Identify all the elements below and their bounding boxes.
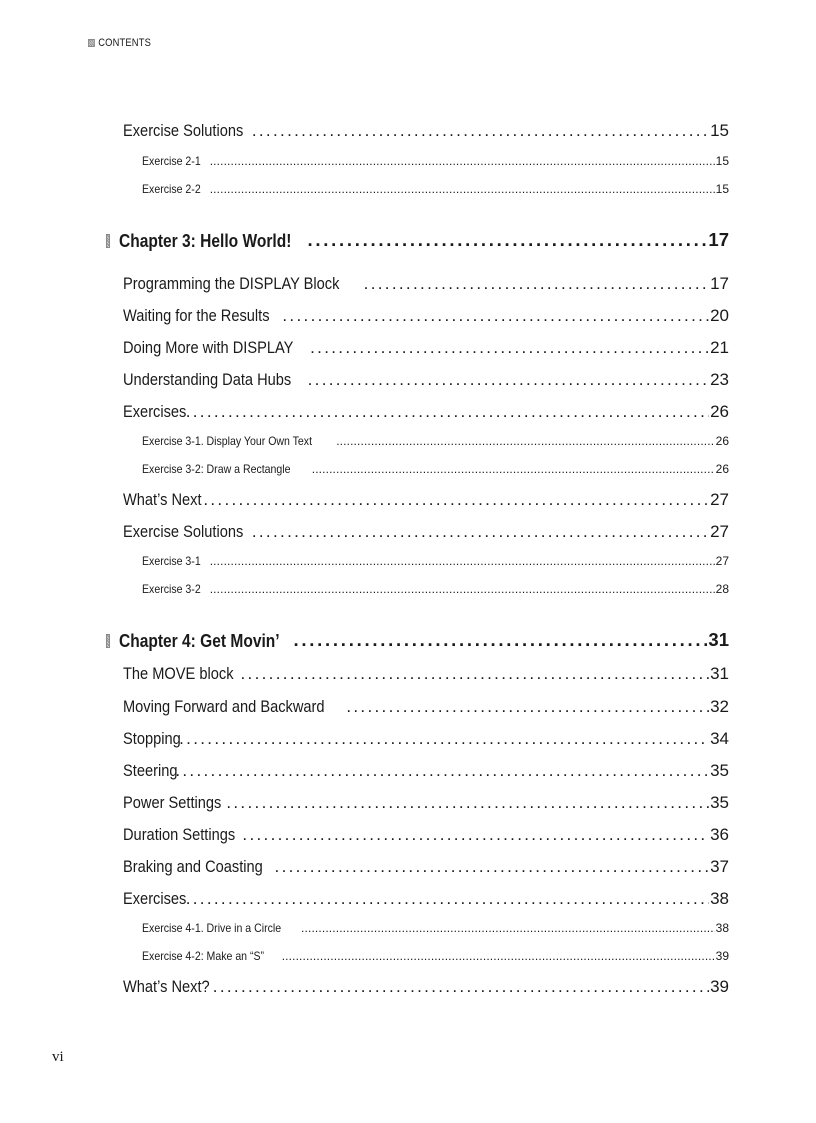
toc-entry-page: 15 bbox=[710, 121, 729, 140]
toc-entry-title: Exercise 3-2 bbox=[142, 582, 201, 596]
toc-entry-title: Exercise 3-2: Draw a Rectangle bbox=[142, 462, 291, 476]
dot-leader bbox=[210, 154, 715, 168]
toc-entry-title: The MOVE block bbox=[123, 664, 234, 683]
toc-chapter-title: Chapter 4: Get Movin’ bbox=[119, 630, 280, 651]
toc-entry-page: 35 bbox=[710, 793, 729, 812]
toc-entry[interactable] bbox=[123, 274, 729, 296]
toc-entry-title: Duration Settings bbox=[123, 825, 236, 844]
dot-leader bbox=[294, 629, 708, 651]
toc-entry-page: 38 bbox=[715, 921, 729, 935]
dot-leader bbox=[312, 462, 715, 476]
toc-subentry[interactable] bbox=[142, 582, 729, 598]
toc-entry-title: Exercise 3-1. Display Your Own Text bbox=[142, 434, 313, 448]
toc-entry[interactable] bbox=[123, 664, 729, 686]
toc-entry-title: What’s Next bbox=[123, 490, 202, 509]
dot-leader bbox=[210, 554, 715, 568]
toc-entry-title: Braking and Coasting bbox=[123, 857, 263, 876]
toc-entry-page: 32 bbox=[710, 697, 729, 716]
dot-leader bbox=[213, 977, 709, 997]
toc-entry-title: Exercise 4-1. Drive in a Circle bbox=[142, 921, 282, 935]
dot-leader bbox=[186, 889, 709, 909]
toc-entry-page: 36 bbox=[710, 825, 729, 844]
toc-entry-page: 27 bbox=[710, 522, 729, 541]
dot-leader bbox=[307, 229, 707, 251]
toc-entry[interactable] bbox=[123, 857, 729, 879]
dot-leader bbox=[242, 825, 709, 845]
toc-subentry[interactable] bbox=[142, 154, 729, 170]
toc-entry[interactable] bbox=[123, 370, 729, 392]
dot-leader bbox=[364, 274, 709, 294]
toc-subentry[interactable] bbox=[142, 434, 729, 450]
toc-entry[interactable] bbox=[123, 793, 729, 815]
toc-entry-page: 21 bbox=[710, 338, 729, 357]
toc-chapter-title: Chapter 3: Hello World! bbox=[119, 230, 292, 251]
toc-subentry[interactable] bbox=[142, 921, 729, 937]
dot-leader bbox=[226, 793, 709, 813]
toc-entry-page: 26 bbox=[715, 462, 729, 476]
toc-entry-page: 15 bbox=[715, 182, 729, 196]
dot-leader bbox=[301, 921, 715, 935]
toc-subentry[interactable] bbox=[142, 949, 729, 965]
toc-entry[interactable] bbox=[123, 729, 729, 751]
toc-entry[interactable] bbox=[123, 889, 729, 911]
toc-entry[interactable] bbox=[123, 697, 729, 719]
toc-entry-page: 37 bbox=[710, 857, 729, 876]
toc-entry-title: What’s Next? bbox=[123, 977, 210, 996]
dot-leader bbox=[336, 434, 714, 448]
toc-entry-page: 35 bbox=[710, 761, 729, 780]
toc-entry-page: 26 bbox=[710, 402, 729, 421]
toc-entry-page: 39 bbox=[715, 949, 729, 963]
toc-entry-page: 34 bbox=[710, 729, 729, 748]
toc-entry[interactable] bbox=[123, 977, 729, 999]
dot-leader bbox=[186, 402, 709, 422]
toc-entry[interactable] bbox=[123, 338, 729, 360]
toc-entry-page: 27 bbox=[710, 490, 729, 509]
toc-entry[interactable] bbox=[123, 825, 729, 847]
dot-leader bbox=[210, 582, 715, 596]
dot-leader bbox=[310, 338, 709, 358]
toc-entry-title: Exercise 4-2: Make an “S” bbox=[142, 949, 265, 963]
toc-entry-page: 31 bbox=[710, 664, 729, 683]
toc-entry-title: Power Settings bbox=[123, 793, 222, 812]
toc-entry-page: 26 bbox=[715, 434, 729, 448]
toc-entry-page: 15 bbox=[715, 154, 729, 168]
toc-chapter-page: 31 bbox=[708, 629, 729, 650]
toc-entry-title: Understanding Data Hubs bbox=[123, 370, 292, 389]
toc-entry-title: Waiting for the Results bbox=[123, 306, 270, 325]
toc-entry-title: Exercise 2-1 bbox=[142, 154, 201, 168]
dot-leader bbox=[241, 664, 710, 684]
toc-entry-page: 39 bbox=[710, 977, 729, 996]
toc-entry-title: Doing More with DISPLAY bbox=[123, 338, 294, 357]
toc-entry[interactable] bbox=[123, 306, 729, 328]
toc-subentry[interactable] bbox=[142, 462, 729, 478]
dot-leader bbox=[308, 370, 709, 390]
toc-entry[interactable] bbox=[123, 402, 729, 424]
toc-entry-title: Stopping bbox=[123, 729, 181, 748]
toc-entry-page: 38 bbox=[710, 889, 729, 908]
dot-leader bbox=[210, 182, 715, 196]
dot-leader bbox=[275, 857, 710, 877]
toc-subentry[interactable] bbox=[142, 554, 729, 570]
toc-entry-page: 20 bbox=[710, 306, 729, 325]
toc-entry-title: Exercise Solutions bbox=[123, 522, 244, 541]
toc-entry-title: Exercise 3-1 bbox=[142, 554, 201, 568]
toc-entry-title: Exercise 2-2 bbox=[142, 182, 201, 196]
dot-leader bbox=[179, 729, 709, 749]
dot-leader bbox=[346, 697, 709, 717]
toc-chapter[interactable] bbox=[106, 229, 729, 253]
running-header-label: CONTENTS bbox=[98, 37, 151, 49]
toc-chapter[interactable] bbox=[106, 629, 729, 653]
toc-entry-page: 23 bbox=[710, 370, 729, 389]
dot-leader bbox=[282, 306, 709, 326]
toc-entry-title: Programming the DISPLAY Block bbox=[123, 274, 340, 293]
toc-entry[interactable] bbox=[123, 121, 729, 143]
dot-leader bbox=[203, 490, 709, 510]
toc-entry-page: 27 bbox=[715, 554, 729, 568]
toc-subentry[interactable] bbox=[142, 182, 729, 198]
toc-entry[interactable] bbox=[123, 761, 729, 783]
toc-entry-title: Steering bbox=[123, 761, 178, 780]
toc-entry-title: Exercises bbox=[123, 889, 187, 908]
toc-entry[interactable] bbox=[123, 490, 729, 512]
dot-leader bbox=[252, 522, 709, 542]
toc-entry-page: 17 bbox=[710, 274, 729, 293]
toc-entry-title: Exercise Solutions bbox=[123, 121, 244, 140]
square-bullet-icon bbox=[106, 234, 110, 248]
dot-leader bbox=[175, 761, 709, 781]
dot-leader bbox=[282, 949, 715, 963]
toc-entry-page: 28 bbox=[715, 582, 729, 596]
toc-entry[interactable] bbox=[123, 522, 729, 544]
dot-leader bbox=[252, 121, 709, 141]
toc-chapter-page: 17 bbox=[708, 229, 729, 250]
toc-entry-title: Moving Forward and Backward bbox=[123, 697, 325, 716]
square-bullet-icon bbox=[106, 634, 110, 648]
page-number: vi bbox=[52, 1049, 64, 1065]
toc-entry-title: Exercises bbox=[123, 402, 187, 421]
